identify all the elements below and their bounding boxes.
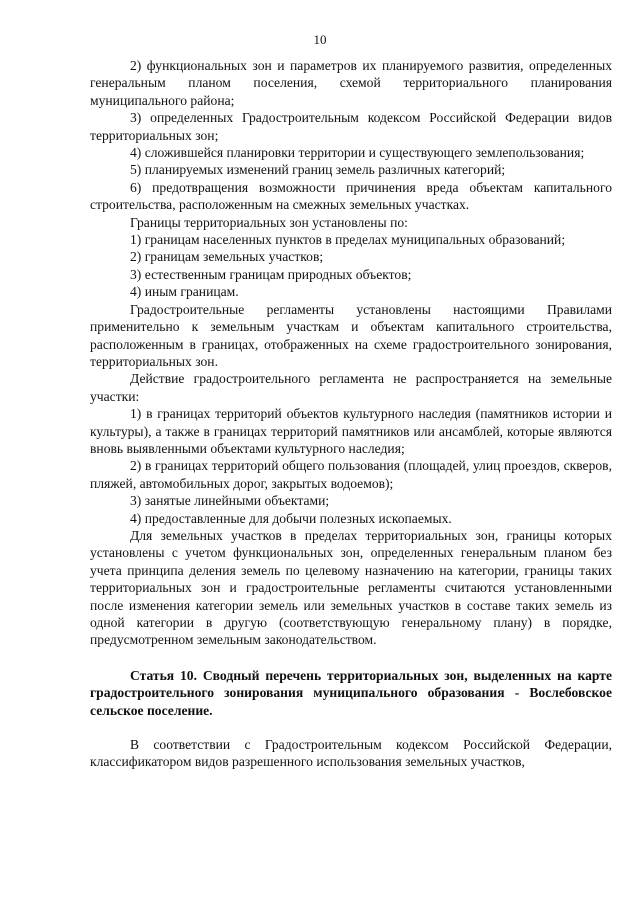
paragraph: Границы территориальных зон установлены по: bbox=[130, 214, 408, 230]
paragraph: 3) естественным границам природных объектов; bbox=[130, 266, 412, 282]
paragraph: 4) иным границам. bbox=[130, 284, 239, 300]
paragraph: Для земельных участков в пределах территориальных зон, границы которых установлены с учетом функциональных зон, определенных генеральным планом без учета принципа деления земель по целевому назначению на категории, границы таких территориальных зон и градостроительные регламенты считаются установленными после изменения категории земель или земельных участков в составе таких земель из одной категории в другую (соответствующую генеральному плану) в порядке, предусмотренном земельным законодательством. bbox=[90, 527, 612, 648]
paragraph: 2) функциональных зон и параметров их планируемого развития, определенных генеральным планом поселения, схемой территориального планирования муниципального района; bbox=[90, 58, 612, 108]
paragraph: Градостроительные регламенты установлены настоящими Правилами применительно к земельным участкам и объектам капитального строительства, расположенным в границах, отображенных на схеме градостроительного зонирования, территориальных зон. bbox=[90, 301, 612, 369]
paragraph: 5) планируемых изменений границ земель различных категорий; bbox=[130, 162, 506, 178]
page-content bbox=[90, 57, 612, 771]
paragraph: 2) границам земельных участков; bbox=[130, 249, 324, 265]
paragraph: 3) определенных Градостроительным кодексом Российской Федерации видов территориальных зон; bbox=[90, 110, 612, 143]
page-number: 10 bbox=[313, 32, 327, 47]
paragraph: 4) сложившейся планировки территории и существующего землепользования; bbox=[130, 145, 585, 161]
article-paragraph: В соответствии с Градостроительным кодексом Российской Федерации, классификатором видов разрешенного использования земельных участков, bbox=[90, 737, 612, 770]
paragraph: 1) границам населенных пунктов в пределах муниципальных образований; bbox=[130, 232, 566, 248]
paragraph: 2) в границах территорий общего пользования (площадей, улиц проездов, скверов, пляжей, автомобильных дорог, закрытых водоемов); bbox=[90, 458, 612, 491]
paragraph: Действие градостроительного регламента не распространяется на земельные участки: bbox=[90, 371, 612, 404]
paragraph: 3) занятые линейными объектами; bbox=[130, 493, 330, 509]
paragraph: 4) предоставленные для добычи полезных ископаемых. bbox=[130, 510, 452, 526]
article-heading: Статья 10. Сводный перечень территориальных зон, выделенных на карте градостроительного зонирования муниципального образования - Вослебовское сельское поселение. bbox=[90, 667, 612, 718]
paragraph: 6) предотвращения возможности причинения вреда объектам капитального строительства, расположенным на смежных земельных участках. bbox=[90, 179, 612, 213]
paragraph: 1) в границах территорий объектов культурного наследия (памятников истории и культуры), а также в границах территорий памятников или ансамблей, которые являются вновь выявленными объектами культурного наследия; bbox=[90, 406, 612, 456]
